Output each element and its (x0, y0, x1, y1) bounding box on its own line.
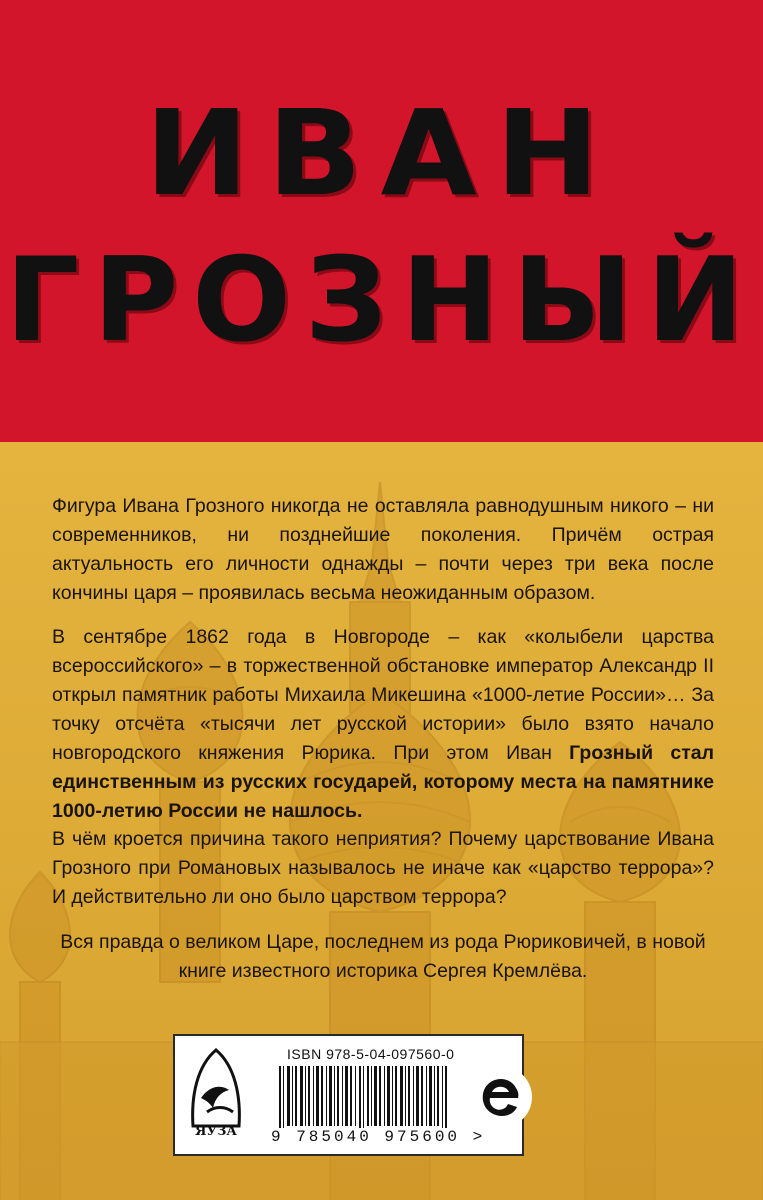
annotation-paragraph-4: Вся правда о великом Царе, последнем из рода Рюриковичей, в новой книге известного историка Сергея Кремлёва. (60, 931, 706, 982)
isbn-text: ISBN 978-5-04-097560-0 (287, 1046, 455, 1062)
eksmo-logo-icon (470, 1066, 532, 1128)
annotation-paragraph-3: В чём кроется причина такого неприятия? Почему царствование Ивана Грозного при Романовых называлось не иначе как «царство террора»? И действительно ли оно было царством террора? (52, 828, 714, 908)
paragraph-2-bold: Грозный стал единственным из русских государей, которому места на памятнике 1000-летию России не нашлось. (52, 742, 714, 822)
annotation-paragraph-1: Фигура Ивана Грозного никогда не оставляла равнодушным никого – ни современников, ни позднейшие поколения. Причём острая актуальность его личности однажды – почти через три века после кончины царя – проявилась весьма неожиданным образом. (52, 495, 714, 604)
barcode-bars (275, 1066, 465, 1136)
title-line-2: ГРОЗНЫЙ (5, 233, 758, 368)
title-line-1: ИВАН (144, 84, 619, 222)
barcode-digits: 9 785040 975600 > (271, 1128, 486, 1146)
paragraph-2-regular: В сентябре 1862 года в Новгороде – как «колыбели царства всероссийского» – в торжественной обстановке император Александр II открыл памятник работы Михаила Микешина «1000-летие России»… За точку отсчёта «тысячи лет русской истории» было взято начало новгородского княжения Рюрика. При этом Иван (52, 626, 714, 764)
title-band (0, 0, 763, 442)
annotation-paragraph-2 (52, 623, 714, 826)
yuza-imprint-label: ЯУЗА (195, 1124, 237, 1139)
